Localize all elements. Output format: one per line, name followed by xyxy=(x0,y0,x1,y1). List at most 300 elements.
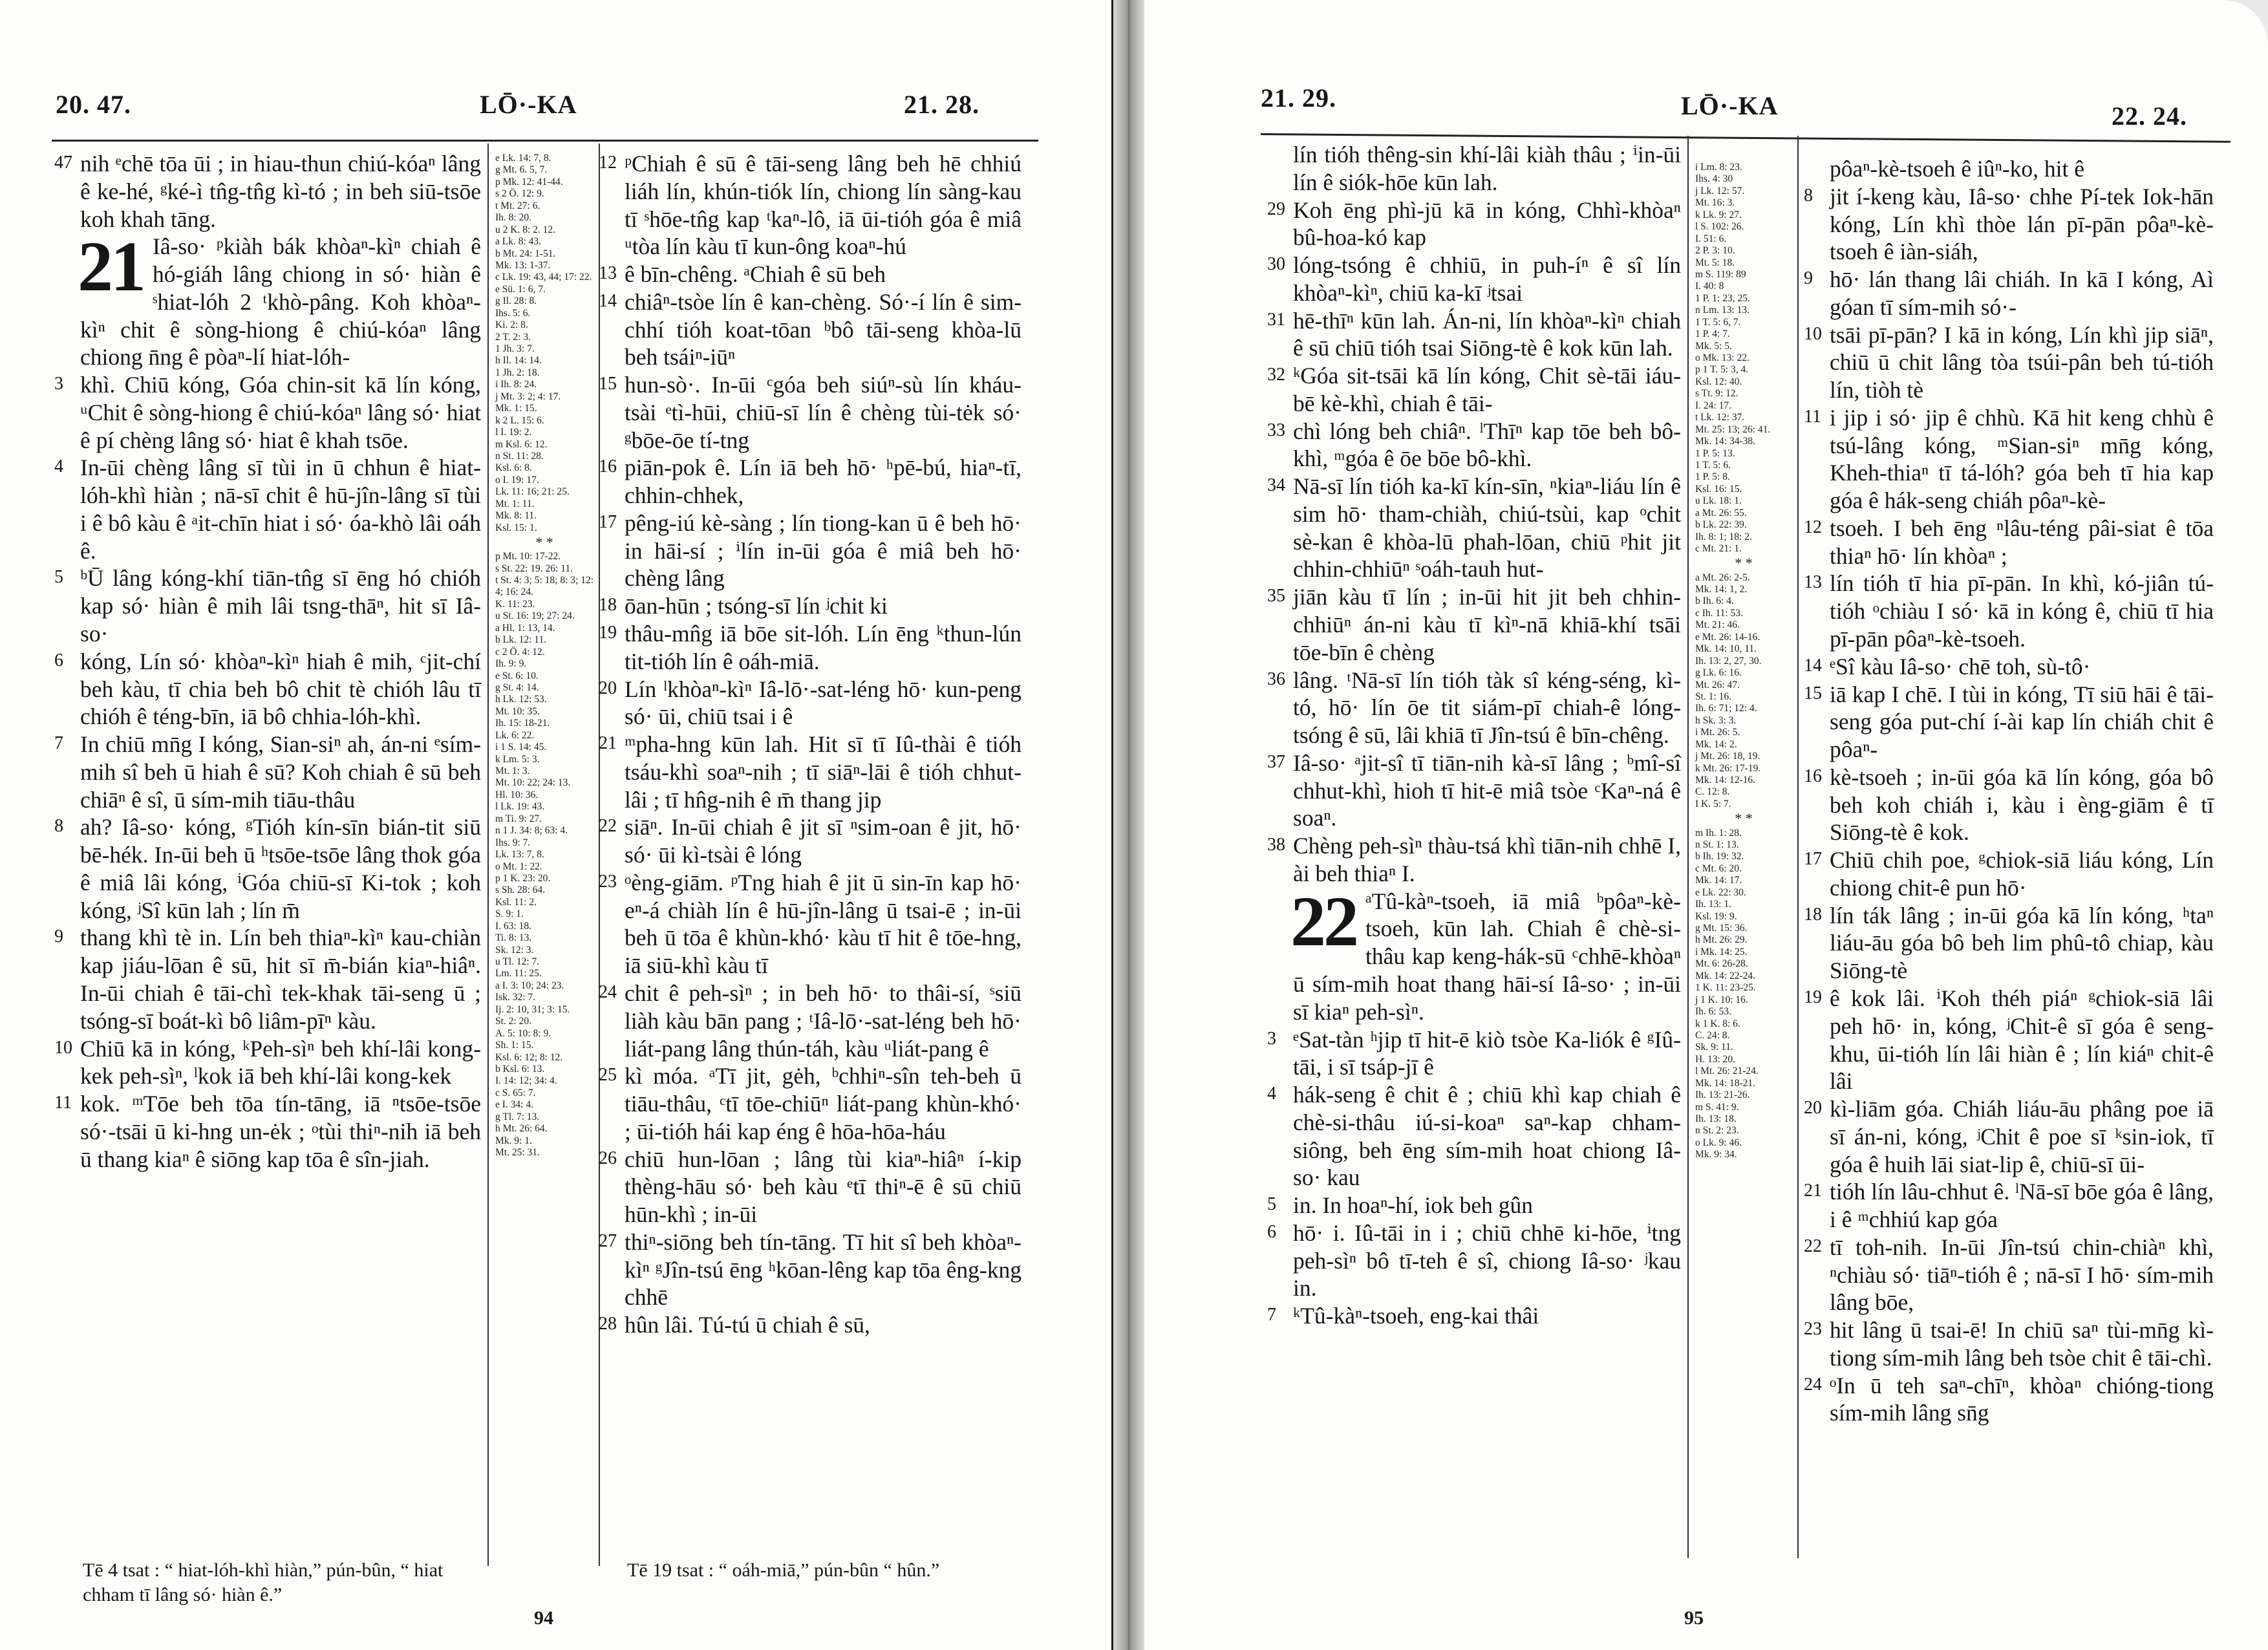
left-header-ref-start: 20. 47. xyxy=(56,90,131,119)
verse-paragraph xyxy=(1267,473,1681,583)
verse-paragraph xyxy=(1267,832,1681,888)
cross-reference: o Lk. 9: 46. xyxy=(1695,1137,1742,1148)
verse-paragraph xyxy=(599,150,1022,261)
right-header-title: LŌ·-KA xyxy=(1681,91,1779,120)
verse-text: thiⁿ-siōng beh tín-tāng. Tī hit sî beh khòaⁿ-kìⁿ ᵍJîn-tsú ēng ʰkōan-lêng kap tōa êng-kng chhē xyxy=(625,1228,1022,1311)
cross-reference: Mk. 14: 34-38. xyxy=(1695,436,1755,447)
verse-paragraph xyxy=(1830,155,2214,183)
cross-reference: s St. 22: 19. 26: 11. xyxy=(495,562,573,574)
verse-paragraph xyxy=(599,1146,1022,1228)
cross-reference: Ih. 9: 9. xyxy=(495,658,527,670)
cross-reference: I. 51: 6. xyxy=(1695,233,1727,244)
verse-paragraph xyxy=(54,564,481,647)
verse-text: ᵃTû-kàⁿ-tsoeh, iā miâ ᵇpôaⁿ-kè-tsoeh, kūn lah. Chiah ê chè-si-thâu kap keng-hák-sū ᶜchhē-khòaⁿ ū sím-mih hoat thang hāi-sí Iâ-so· ; in-ūi sī kiaⁿ peh-sìⁿ. xyxy=(1293,888,1681,1025)
verse-paragraph xyxy=(1804,404,2214,515)
cross-reference: k Mt. 26: 17-19. xyxy=(1695,762,1761,774)
verse-paragraph xyxy=(1267,362,1681,418)
cross-reference: Lk. 11: 16; 21: 25. xyxy=(495,486,570,498)
cross-reference: e Lk. 22: 30. xyxy=(1695,886,1746,898)
verse-text: chiâⁿ-tsòe lín ê kan-chèng. Só·-í lín ê sim-chhí tióh koat-tōan ᵇbô tāi-seng khòa-lū beh tsáiⁿ-iūⁿ xyxy=(625,288,1022,370)
verse-paragraph xyxy=(1267,667,1681,749)
verse-text: ê kok lâi. ⁱKoh théh piáⁿ ᵍchiok-siā lâi peh hō· in, kóng, ʲChit-ê sī góa ê seng-khu, ūi-tióh lín lâi hiàn ê ; lín kiáⁿ chit-ê lâi xyxy=(1830,985,2214,1095)
verse-number: 4 xyxy=(54,456,63,477)
cross-reference: j Mt. 26: 18, 19. xyxy=(1695,751,1760,762)
cross-reference: b Ih. 6: 4. xyxy=(1695,595,1734,607)
verse-text: tī toh-nih. In-ūi Jîn-tsú chin-chiàⁿ khì, ⁿchiàu só· tiāⁿ-tióh ê ; nā-sī I hō· sím-mih lâng bōe, xyxy=(1830,1234,2214,1316)
left-header-rule xyxy=(52,140,1038,142)
cross-reference: K. 11: 23. xyxy=(495,598,535,610)
cross-reference: p Mt. 10: 17-22. xyxy=(495,551,561,562)
cross-reference: h Sk. 3: 3. xyxy=(1695,714,1737,726)
cross-reference: e St. 6: 10. xyxy=(495,670,539,681)
verse-number: 5 xyxy=(54,567,63,588)
book-gutter xyxy=(1113,0,1144,1650)
cross-reference: Ksl. 16: 15. xyxy=(1695,483,1742,495)
verse-text: kok. ᵐTōe beh tōa tín-tāng, iā ⁿtsōe-tsōe só·-tsāi ū ki-hng un-ėk ; ᵒtùi thiⁿ-nih iā beh ū thang kiaⁿ ê siōng kap tōa ê sîn-jiah. xyxy=(80,1091,481,1172)
verse-paragraph xyxy=(1804,1178,2214,1234)
verse-number: 15 xyxy=(1804,683,1822,703)
cross-reference: Sk. 12: 3. xyxy=(495,944,534,956)
verse-paragraph xyxy=(1267,1026,1681,1082)
cross-reference: i Mt. 26: 5. xyxy=(1695,727,1740,738)
verse-number: 6 xyxy=(54,650,63,670)
verse-number: 25 xyxy=(599,1065,617,1086)
right-column-divider-1 xyxy=(1687,136,1689,1558)
verse-paragraph xyxy=(1804,570,2214,652)
verse-text: ᵒIn ū teh saⁿ-chīⁿ, khòaⁿ chióng-tiong sím-mih lâng sn̄g xyxy=(1830,1372,2214,1426)
cross-reference: e I. 34: 4. xyxy=(495,1099,533,1111)
verse-number: 19 xyxy=(1804,987,1822,1007)
verse-number: 4 xyxy=(1267,1084,1276,1104)
cross-reference: k Lm. 5: 3. xyxy=(495,753,540,765)
cross-reference: a Lk. 8: 43. xyxy=(495,236,542,248)
verse-number: 20 xyxy=(599,678,617,698)
verse-text: hō· lán thang lâi chiáh. In kā I kóng, Aì góan tī sím-mih só·- xyxy=(1830,266,2214,320)
right-text-column-2 xyxy=(1804,155,2214,1545)
verse-number: 21 xyxy=(1804,1181,1822,1201)
cross-reference: Ksl. 6: 12; 8: 12. xyxy=(495,1051,563,1063)
cross-reference: n Lm. 13: 13. xyxy=(1695,305,1749,316)
verse-text: ᵉSat-tàn ʰjip tī hit-ē kiò tsòe Ka-liók ê ᵍIû-tāi, i sī tsáp-jī ê xyxy=(1293,1026,1681,1080)
cross-reference: g Mt. 15: 36. xyxy=(1695,923,1748,934)
verse-text: jiān kàu tī lín ; in-ūi hit jit beh chhin-chhiūⁿ án-ni kàu tī kìⁿ-nā khiā-khí tsāi tōe-bīn ê chèng xyxy=(1293,584,1681,665)
cross-reference: m Ksl. 6: 12. xyxy=(495,438,548,450)
verse-number: 18 xyxy=(1804,904,1822,925)
cross-reference: u 2 K. 8: 2. 12. xyxy=(495,224,555,235)
cross-reference: b Lk. 22: 39. xyxy=(1695,519,1747,531)
verse-text: thâu-mn̂g iā bōe sit-lóh. Lín ēng ᵏthun-lún tit-tióh lín ê oáh-miā. xyxy=(625,621,1022,674)
cross-reference: i 1 S. 14: 45. xyxy=(495,742,547,753)
verse-number: 8 xyxy=(54,816,63,837)
cross-reference: Mt. 5: 18. xyxy=(1695,257,1735,268)
verse-number: 17 xyxy=(1804,849,1822,870)
cross-reference: j Lk. 12: 57. xyxy=(1695,185,1745,197)
verse-paragraph xyxy=(1267,583,1681,666)
cross-reference: l Lk. 19: 43. xyxy=(495,801,545,813)
verse-number: 3 xyxy=(54,374,63,394)
verse-text: Chiū chih poe, ᵍchiok-siā liáu kóng, Lín chiong chit-ê pun hō· xyxy=(1830,847,2214,901)
verse-paragraph xyxy=(599,731,1022,813)
verse-text: ah? Iâ-so· kóng, ᵍTióh kín-sīn bián-tit siū bē-hék. In-ūi beh ū ʰtsōe-tsōe lâng thok góa ê miâ lâi kóng, ⁱGóa chiū-sī Ki-tok ; koh kóng, ʲSî kūn lah ; lín m̄ xyxy=(80,814,481,923)
cross-reference: 1 P. 5: 13. xyxy=(1695,447,1735,459)
verse-paragraph xyxy=(1804,183,2214,266)
cross-reference: o Mk. 13: 22. xyxy=(1695,352,1749,363)
verse-paragraph xyxy=(1804,681,2214,764)
cross-reference: Mt. 6: 26-28. xyxy=(1695,958,1748,970)
verse-number: 10 xyxy=(1804,323,1822,344)
cross-reference: Mk. 5: 5. xyxy=(1695,340,1732,352)
cross-reference: e Lk. 14: 7, 8. xyxy=(495,153,551,164)
verse-text: hē-thīⁿ kūn lah. Án-ni, lín khòaⁿ-kìⁿ chiah ê sū chiū tióh tsai Siōng-tè ê kok kūn lah. xyxy=(1293,307,1681,361)
verse-paragraph xyxy=(54,1090,481,1173)
cross-reference: u St. 16: 19; 27: 24. xyxy=(495,610,575,622)
verse-number: 26 xyxy=(599,1148,617,1168)
left-column-divider-2 xyxy=(599,144,600,1566)
verse-paragraph xyxy=(54,371,481,454)
cross-reference: a Hl. 1: 13, 14. xyxy=(495,622,555,634)
cross-reference: Ih. 13: 18. xyxy=(1695,1113,1737,1125)
verse-number: 22 xyxy=(599,816,617,837)
verse-text: ōan-hūn ; tsóng-sī lín ʲchit ki xyxy=(625,593,888,619)
cross-reference: l I. 19: 2. xyxy=(495,427,532,438)
cross-reference: Mk. 14: 22-24. xyxy=(1695,970,1755,981)
verse-text: nih ᵉchē tōa ūi ; in hiau-thun chiú-kóaⁿ lâng ê ke-hé, ᵍké-ì tn̂g-tn̂g kì-tó ; in beh siū-tsōe koh khah tāng. xyxy=(80,151,481,232)
verse-text: ᵏTû-kàⁿ-tsoeh, eng-kai thâi xyxy=(1293,1303,1539,1329)
cross-reference: Mk. 14: 1, 2. xyxy=(1695,584,1748,595)
cross-reference: s Tt. 9: 12. xyxy=(1695,388,1738,400)
cross-reference: C. 12: 8. xyxy=(1695,786,1730,798)
cross-reference: S. 9: 1. xyxy=(495,908,524,920)
verse-text: chit ê peh-sìⁿ ; in beh hō· to thâi-sí, ˢsiū liàh kàu bān pang ; ᵗIâ-lō·-sat-léng beh hō· liát-pang lâng thún-táh, kàu ᵘliát-pang ê xyxy=(625,980,1022,1062)
cross-reference: St. 1: 16. xyxy=(1695,691,1731,702)
verse-paragraph xyxy=(54,648,481,731)
cross-reference: k 1 K. 8: 6. xyxy=(1695,1018,1740,1029)
cross-reference: Mk. 14: 12-16. xyxy=(1695,775,1755,786)
verse-text: hun-sò·. In-ūi ᶜgóa beh siúⁿ-sù lín kháu-tsài ᵉtì-hūi, chiū-sī lín ê chèng tùi-tėk só· ᵍbōe-ōe tí-tng xyxy=(625,372,1022,453)
verse-number: 35 xyxy=(1267,586,1285,606)
verse-number: 14 xyxy=(599,290,617,311)
cross-reference: 1 K. 11: 23-25. xyxy=(1695,982,1756,994)
cross-reference: j 1 K. 10: 16. xyxy=(1695,994,1748,1005)
cross-reference: n St. 2: 23. xyxy=(1695,1125,1739,1137)
cross-reference: a Mt. 26: 2-5. xyxy=(1695,572,1750,583)
verse-number: 13 xyxy=(1804,572,1822,593)
verse-paragraph xyxy=(1804,1316,2214,1372)
verse-text: lóng-tsóng ê chhiū, in puh-íⁿ ê sî lín khòaⁿ-kìⁿ, chiū ka-kī ʲtsai xyxy=(1293,252,1681,306)
verse-text: ᵖChiah ê sū ê tāi-seng lâng beh hē chhiú liáh lín, khún-tiók lín, chiong lín sàng-kau tī ˢhōe-tn̂g kap ᵗkaⁿ-lô, iā ūi-tióh góa ê miâ ᵘtòa lín kàu tī kun-ông koaⁿ-hú xyxy=(625,151,1022,260)
verse-number: 20 xyxy=(1804,1098,1822,1119)
cross-reference: Mk. 1: 15. xyxy=(495,403,537,414)
cross-reference: Ihs. 4: 30 xyxy=(1695,173,1733,185)
verse-paragraph xyxy=(1804,985,2214,1095)
cross-reference: h Mt. 26: 64. xyxy=(495,1123,548,1135)
verse-text: iā kap I chē. I tùi in kóng, Tī siū hāi ê tāi-seng góa put-chí í-ài kap lín chiáh chit ê pôaⁿ- xyxy=(1830,681,2214,763)
cross-reference: Mk. 14: 10, 11. xyxy=(1695,643,1757,655)
cross-reference: Ihs. 9: 7. xyxy=(495,837,531,848)
verse-text: i jip i só· jip ê chhù. Kā hit keng chhù ê tsú-lâng kóng, ᵐSian-siⁿ mn̄g kóng, Kheh-thiaⁿ tī tá-lóh? góa beh tī hia kap góa ê hák-seng chiáh pôaⁿ-kè- xyxy=(1830,404,2214,514)
verse-number: 37 xyxy=(1267,751,1285,772)
verse-paragraph xyxy=(1267,1219,1681,1302)
cross-reference: Ksl. 6: 8. xyxy=(495,462,532,474)
verse-number: 10 xyxy=(54,1037,72,1058)
cross-reference: Hl. 10: 36. xyxy=(495,789,539,800)
left-footnote-1: Tē 4 tsat : “ hiat-lóh-khì hiàn,” pún-bûn, “ hiat chham tī lâng só· hiàn ê.” xyxy=(83,1559,444,1605)
cross-reference: 1 Jh. 3: 7. xyxy=(495,343,535,354)
verse-text: thang khì tè in. Lín beh thiaⁿ-kìⁿ kau-chiàn kap jiáu-lōan ê sū, hit sī m̄-bián kiaⁿ-hiâⁿ. In-ūi chiah ê tāi-chì tek-khak tāi-seng ū ; tsóng-sī boát-kì bô liâm-pīⁿ kàu. xyxy=(80,925,481,1034)
verse-text: siāⁿ. In-ūi chiah ê jit sī ⁿsim-oan ê jit, hō· só· ūi kì-tsài ê lóng xyxy=(625,814,1022,868)
cross-reference: Mt. 10: 35. xyxy=(495,705,540,717)
verse-text: pêng-iú kè-sàng ; lín tiong-kan ū ê beh hō· in hāi-sí ; ⁱlín in-ūi góa ê miâ beh hō· chèng lâng xyxy=(625,509,1022,592)
cross-reference: b Ih. 19: 32. xyxy=(1695,851,1744,862)
verse-paragraph xyxy=(1267,1302,1681,1330)
cross-reference: Ij. 2: 10, 31; 3: 15. xyxy=(495,1003,570,1015)
cross-reference: Ih. 6: 53. xyxy=(1695,1006,1731,1018)
cross-reference: I K. 5: 7. xyxy=(1695,798,1731,809)
cross-reference: H. 13: 20. xyxy=(1695,1053,1735,1065)
cross-reference: Sk. 9: 11. xyxy=(1695,1042,1733,1053)
verse-number: 16 xyxy=(1804,766,1822,786)
verse-number: 23 xyxy=(1804,1319,1822,1340)
cross-reference: t Mt. 27: 6. xyxy=(495,200,540,211)
verse-paragraph xyxy=(1267,1192,1681,1219)
verse-number: 3 xyxy=(1267,1028,1276,1049)
cross-reference: c Lk. 19: 43, 44; 17: 22. xyxy=(495,272,592,283)
section-separator: * * xyxy=(1735,555,1753,572)
verse-number: 7 xyxy=(54,733,63,754)
cross-reference: 1 P. 1: 23, 25. xyxy=(1695,292,1750,304)
cross-reference: m Ti. 9: 27. xyxy=(495,813,542,824)
verse-number: 5 xyxy=(1267,1194,1276,1215)
cross-reference: s Sh. 28: 64. xyxy=(495,884,546,896)
cross-reference: C. 24: 8. xyxy=(1695,1029,1730,1041)
verse-text: hit lâng ū tsai-ē! In chiū saⁿ tùi-mn̄g kì-tiong sím-mih lâng beh tsòe chit ê tāi-chì. xyxy=(1830,1317,2214,1371)
cross-reference: Mt. 1: 11. xyxy=(495,498,535,509)
verse-text: pôaⁿ-kè-tsoeh ê iûⁿ-ko, hit ê xyxy=(1830,156,2085,182)
verse-paragraph xyxy=(599,980,1022,1062)
verse-text: hûn lâi. Tú-tú ū chiah ê sū, xyxy=(625,1312,870,1338)
verse-paragraph xyxy=(1804,902,2214,985)
cross-reference: Mt. 26: 47. xyxy=(1695,679,1740,691)
cross-reference: 1 Jh. 2: 18. xyxy=(495,367,540,378)
cross-reference: Ksl. 12: 40. xyxy=(1695,376,1742,387)
verse-number: 23 xyxy=(599,871,617,892)
left-header-ref-end: 21. 28. xyxy=(904,90,979,119)
cross-reference: 2 T. 2: 3. xyxy=(495,331,531,343)
right-header-ref-end: 22. 24. xyxy=(2112,102,2187,131)
cross-reference: Ih. 13: 1. xyxy=(1695,899,1731,910)
cross-reference: Ki. 2: 8. xyxy=(495,319,528,331)
cross-reference: i Mk. 14: 25. xyxy=(1695,946,1748,958)
verse-text: hō· i. Iû-tāi in i ; chiū chhē ki-hōe, ⁱtng peh-sìⁿ bô tī-teh ê sî, chiong Iâ-so· ʲkau in. xyxy=(1293,1219,1681,1302)
verse-paragraph xyxy=(1267,252,1681,307)
cross-reference: c Ih. 11: 53. xyxy=(1695,607,1743,619)
cross-reference: g Mt. 6. 5, 7. xyxy=(495,164,548,176)
verse-number: 24 xyxy=(1804,1374,1822,1395)
cross-reference: o Mt. 1: 22. xyxy=(495,861,542,872)
verse-paragraph xyxy=(1804,1372,2214,1428)
verse-text: ᵐpha-hng kūn lah. Hit sī tī Iû-thài ê tióh tsáu-khì soaⁿ-nih ; tī siāⁿ-lāi ê tióh chhut-lâi ; tī hn̂g-nih ê m̄ thang jip xyxy=(625,731,1022,813)
verse-number: 6 xyxy=(1267,1221,1276,1242)
cross-reference: Mk. 14: 17. xyxy=(1695,875,1742,886)
cross-reference: c Mt. 6: 20. xyxy=(1695,862,1742,874)
verse-number: 33 xyxy=(1267,420,1285,440)
verse-text: Nā-sī lín tióh ka-kī kín-sīn, ⁿkiaⁿ-liáu lín ê sim hō· tham-chiàh, chiú-tsùi, kap ᵒchit sè-kan ê khòa-lū phah-lōan, chiū ᵖhit jit chhin-chhiūⁿ ˢoáh-tauh hut- xyxy=(1293,473,1681,583)
cross-reference: 1 T. 5: 6, 7. xyxy=(1695,316,1741,328)
cross-reference: Lm. 11: 25. xyxy=(495,968,542,980)
right-column-divider-2 xyxy=(1797,136,1799,1558)
cross-reference: p 1 K. 23: 20. xyxy=(495,872,551,884)
verse-text: lín tióh thêng-sin khí-lâi kiàh thâu ; ⁱin-ūi lín ê siók-hōe kūn lah. xyxy=(1293,142,1681,195)
verse-number: 38 xyxy=(1267,835,1285,855)
verse-text: Iâ-so· ᵃjit-sî tī tiān-nih kà-sī lâng ; ᵇmî-sî chhut-khì, hioh tī hit-ē miâ tsòe ᶜKaⁿ-ná ê soaⁿ. xyxy=(1293,749,1681,831)
cross-reference: Mt. 21: 46. xyxy=(1695,619,1740,631)
verse-paragraph xyxy=(1804,321,2214,404)
cross-reference: Lk. 13: 7, 8. xyxy=(495,849,544,861)
cross-reference: k 2 L. 15: 6. xyxy=(495,414,544,426)
verse-paragraph xyxy=(1804,515,2214,570)
verse-text: tióh lín lâu-chhut ê. ˡNā-sī bōe góa ê lâng, i ê ᵐchhiú kap góa xyxy=(1830,1179,2214,1233)
cross-reference: Ksl. 11: 2. xyxy=(495,896,537,908)
left-header-title: LŌ·-KA xyxy=(480,90,577,119)
cross-reference: Mt. 16: 3. xyxy=(1695,197,1735,209)
cross-reference: t Lk. 12: 37. xyxy=(1695,412,1745,423)
cross-reference: l Mt. 26: 21-24. xyxy=(1695,1066,1759,1077)
verse-paragraph xyxy=(1267,197,1681,252)
verse-number: 11 xyxy=(54,1093,72,1113)
cross-reference: b Lk. 12: 11. xyxy=(495,634,547,646)
verse-paragraph xyxy=(54,1035,481,1091)
verse-number: 18 xyxy=(599,595,617,616)
cross-reference: m S. 119: 89 xyxy=(1695,268,1746,280)
cross-reference: Ihs. 5: 6. xyxy=(495,307,531,319)
cross-reference: Mk. 14: 18-21. xyxy=(1695,1077,1755,1089)
verse-paragraph xyxy=(599,261,1022,288)
left-page xyxy=(0,0,1113,1650)
verse-text: chiū hun-lōan ; lâng tùi kiaⁿ-hiâⁿ í-kip thèng-hāu só· beh kàu ᵉtī thiⁿ-ē ê sū chiū hūn-khì ; in-ūi xyxy=(625,1146,1022,1228)
verse-text: tsoeh. I beh ēng ⁿlâu-téng pâi-siat ê tōa thiaⁿ hō· lín khòaⁿ ; xyxy=(1830,515,2214,569)
cross-reference: h Mt. 26: 29. xyxy=(1695,934,1748,946)
cross-reference: Ih. 8: 20. xyxy=(495,212,531,224)
verse-number: 12 xyxy=(1804,517,1822,537)
cross-reference: Mt. 25: 31. xyxy=(495,1147,540,1159)
cross-reference: Ih. 15: 18-21. xyxy=(495,718,550,729)
cross-reference: 1 T. 5: 6. xyxy=(1695,459,1731,471)
cross-reference: Ksl. 19: 9. xyxy=(1695,910,1737,922)
right-header-ref-start: 21. 29. xyxy=(1261,83,1336,112)
verse-text: Chiū kā in kóng, ᵏPeh-sìⁿ beh khí-lâi kong-kek peh-sìⁿ, ˡkok iā beh khí-lâi kong-kek xyxy=(80,1035,481,1089)
cross-reference: I. 14: 12; 34: 4. xyxy=(495,1075,557,1087)
verse-paragraph xyxy=(54,731,481,813)
verse-paragraph xyxy=(599,592,1022,620)
verse-text: in. In hoaⁿ-hí, iok beh gûn xyxy=(1293,1192,1534,1219)
verse-number: 22 xyxy=(1804,1236,1822,1256)
verse-number: 21 xyxy=(599,733,617,754)
right-text-column-1 xyxy=(1267,141,1681,1531)
verse-text: Chèng peh-sìⁿ thàu-tsá khì tiān-nih chhē I, ài beh thiaⁿ I. xyxy=(1293,833,1681,886)
verse-number: 34 xyxy=(1267,475,1285,496)
cross-reference: I. 24: 17. xyxy=(1695,400,1731,411)
cross-reference: n St. 11: 28. xyxy=(495,450,544,462)
verse-paragraph xyxy=(599,1311,1022,1339)
cross-reference: g Lk. 6: 16. xyxy=(1695,667,1742,679)
cross-reference: I. 63: 18. xyxy=(495,920,531,932)
cross-reference: a Mt. 26: 55. xyxy=(1695,507,1747,519)
cross-reference: g Tl. 7: 13. xyxy=(495,1111,540,1122)
verse-text: ᵒèng-giām. ᵖTng hiah ê jit ū sin-īn kap hō· eⁿ-á chiàh lín ê hū-jîn-lâng ū tsai-ē ; in-ūi beh ū tōa ê khùn-khó· kàu tī hit ê tōe-hng, iā siū-khì kàu tī xyxy=(625,869,1022,979)
cross-reference: b Ksl. 6: 13. xyxy=(495,1063,545,1075)
chapter-number: 22 xyxy=(1290,881,1356,961)
verse-number: 17 xyxy=(599,511,617,532)
section-separator: * * xyxy=(535,534,553,550)
verse-paragraph xyxy=(54,924,481,1034)
verse-number: 8 xyxy=(1804,185,1813,206)
cross-reference: c Mt. 21: 1. xyxy=(1695,543,1742,554)
verse-paragraph xyxy=(1267,749,1681,832)
verse-text: tsāi pī-pān? I kā in kóng, Lín khì jip siāⁿ, chiū ū chit lâng tòa tsúi-pân beh tú-tióh lín, tiòh tè xyxy=(1830,321,2214,403)
cross-reference: Ti. 8: 13. xyxy=(495,932,532,944)
cross-reference: Mk. 9: 1. xyxy=(495,1135,532,1146)
cross-reference: I. 40: 8 xyxy=(1695,281,1724,292)
verse-text: kè-tsoeh ; in-ūi góa kā lín kóng, góa bô beh koh chiáh i, kàu i èng-giām ê tī Siōng-tè ê kok. xyxy=(1830,764,2214,846)
cross-reference: Mk. 14: 2. xyxy=(1695,738,1737,750)
verse-paragraph xyxy=(599,1228,1022,1311)
cross-reference: Isk. 32: 7. xyxy=(495,992,535,1003)
verse-number: 27 xyxy=(599,1230,617,1251)
cross-reference: c 2 Ö. 4: 12. xyxy=(495,646,545,658)
cross-reference: Mt. 1: 3. xyxy=(495,766,530,777)
verse-text: lâng. ᵗNā-sī lín tióh tàk sî kéng-séng, kì-tó, hō· lín ōe tit siám-pī chiah-ê lóng-tsóng ê sū, lâi khiā tī Jîn-tsú ê bīn-chêng. xyxy=(1293,667,1681,749)
cross-reference: Mt. 25: 13; 26: 41. xyxy=(1695,423,1771,435)
verse-text: kóng, Lín só· khòaⁿ-kìⁿ hiah ê mih, ᶜjit-chí beh kàu, tī chia beh bô chit tè chióh lâu tī chióh ê téng-bīn, iā bô chhia-lóh-khì. xyxy=(80,648,481,730)
verse-number: 15 xyxy=(599,374,617,394)
cross-reference: s 2 Ö. 12: 9. xyxy=(495,188,544,200)
verse-number: 28 xyxy=(599,1314,617,1334)
verse-paragraph xyxy=(1804,653,2214,681)
verse-text: kì móa. ᵃTī jit, gėh, ᵇchhiⁿ-sîn teh-beh ū tiāu-thâu, ᶜtī tōe-chiūⁿ liát-pang khùn-khó· ; ūi-tióh hái kap éng ê hōa-hōa-háu xyxy=(625,1063,1022,1144)
verse-text: ᵏGóa sit-tsāi kā lín kóng, Chit sè-tāi iáu-bē kè-khì, chiah ê tāi- xyxy=(1293,363,1681,416)
verse-number: 13 xyxy=(599,263,617,284)
verse-paragraph xyxy=(1267,307,1681,363)
cross-reference: St. 2: 20. xyxy=(495,1016,531,1027)
cross-reference: k Lk. 9: 27. xyxy=(1695,209,1742,220)
chapter-number: 21 xyxy=(78,227,144,306)
verse-paragraph xyxy=(1267,1081,1681,1192)
verse-paragraph xyxy=(1804,1234,2214,1316)
cross-reference: 2 P. 3: 10. xyxy=(1695,245,1735,257)
verse-number: 30 xyxy=(1267,254,1285,275)
verse-number: 16 xyxy=(599,456,617,477)
verse-paragraph xyxy=(1804,266,2214,321)
verse-paragraph xyxy=(1804,846,2214,902)
verse-paragraph xyxy=(78,227,481,371)
verse-text: ᵉSî kàu Iâ-so· chē toh, sù-tô· xyxy=(1830,653,2091,680)
verse-number: 9 xyxy=(54,927,63,947)
cross-reference: Mt. 10: 22; 24: 13. xyxy=(495,777,571,789)
verse-text: hák-seng ê chit ê ; chiū khì kap chiah ê chè-si-thâu iú-si-koaⁿ saⁿ-kap chham-siông, beh ēng sím-mih hoat chiong Iâ-so· kau xyxy=(1293,1082,1681,1191)
cross-reference: Mk. 13: 1-37. xyxy=(495,259,551,271)
cross-reference: Ih. 13: 21-26. xyxy=(1695,1089,1750,1101)
verse-number: 29 xyxy=(1267,198,1285,219)
verse-paragraph xyxy=(1804,764,2214,846)
verse-text: ê bīn-chêng. ᵃChiah ê sū beh xyxy=(625,261,886,288)
verse-text: In-ūi chèng lâng sī tùi in ū chhun ê hiat-lóh-khì hiàn ; nā-sī chit ê hū-jîn-lâng sī tùi i ê bô kàu ê ᵃit-chīn hiat i só· óa-khò lâi oáh ê. xyxy=(80,455,481,564)
cross-reference: m Ih. 1: 28. xyxy=(1695,827,1742,839)
verse-text: piān-pok ê. Lín iā beh hō· ʰpē-bú, hiaⁿ-tī, chhin-chhek, xyxy=(625,455,1022,509)
verse-text: jit í-keng kàu, Iâ-so· chhe Pí-tek Iok-hān kóng, Lín khì thòe lán pī-pān pôaⁿ-kè-tsoeh ê iàn-siáh, xyxy=(1830,183,2214,265)
verse-paragraph xyxy=(1290,881,1681,1026)
section-separator: * * xyxy=(1735,810,1753,827)
left-column-divider-1 xyxy=(487,144,489,1566)
